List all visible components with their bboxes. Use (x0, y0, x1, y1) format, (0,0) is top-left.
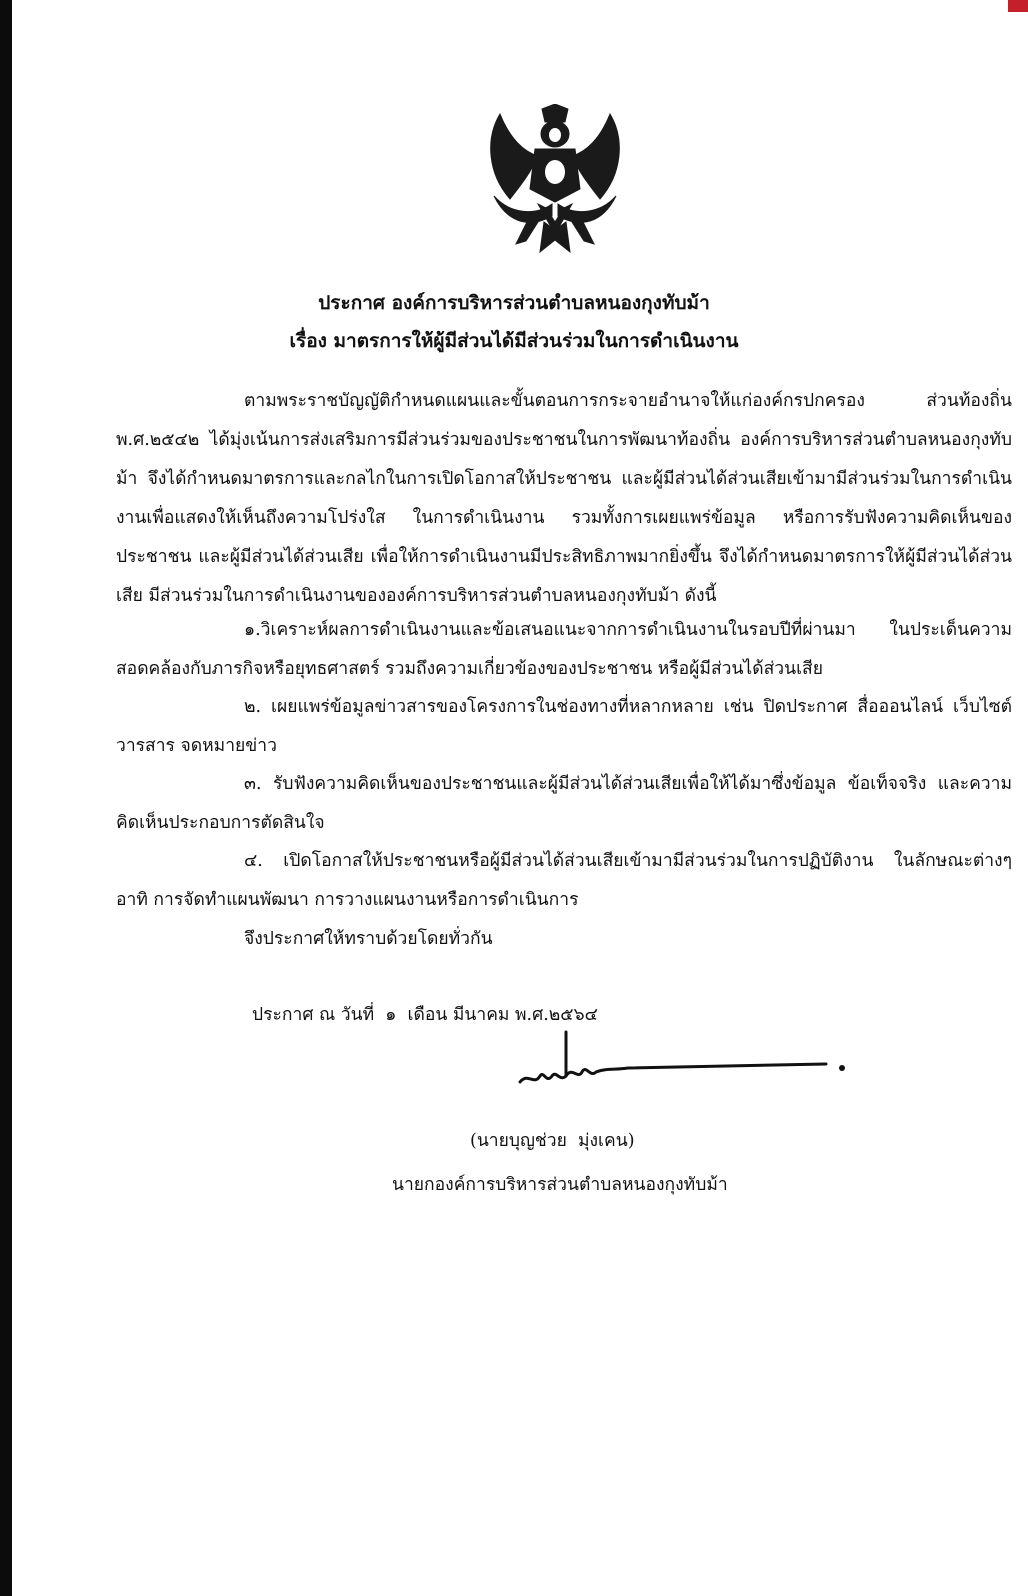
document-subject: เรื่อง มาตรการให้ผู้มีส่วนได้มีส่วนร่วมในการดำเนินงาน (289, 330, 739, 352)
measure-item-3: ๓. รับฟังความคิดเห็นของประชาชนและผู้มีส่วนได้ส่วนเสียเพื่อให้ได้มาซึ่งข้อมูล ข้อเท็จจริง และความคิดเห็นประกอบการตัดสินใจ (116, 774, 1012, 833)
signer-title: นายกองค์การบริหารส่วนตำบลหนองกุงทับม้า (392, 1175, 728, 1195)
document-title: ประกาศ องค์การบริหารส่วนตำบลหนองกุงทับม้า (318, 292, 710, 314)
measure-item-1: ๑.วิเคราะห์ผลการดำเนินงานและข้อเสนอแนะจากการดำเนินงานในรอบปีที่ผ่านมา ในประเด็นความสอดคล้องกับภารกิจหรือยุทธศาสตร์ รวมถึงความเกี่ยวข้องของประชาชน หรือผู้มีส่วนได้ส่วนเสีย (116, 620, 1012, 679)
announcement-date: ประกาศ ณ วันที่ ๑ เดือน มีนาคม พ.ศ.๒๕๖๔ (252, 1005, 598, 1025)
measure-item-2: ๒. เผยแพร่ข้อมูลข่าวสารของโครงการในช่องทางที่หลากหลาย เช่น ปิดประกาศ สื่อออนไลน์ เว็บไซต์ วารสาร จดหมายข่าว (116, 697, 1012, 756)
garuda-emblem-icon (480, 104, 630, 254)
closing-line: จึงประกาศให้ทราบด้วยโดยทั่วกัน (244, 929, 493, 949)
measure-item-4: ๔. เปิดโอกาสให้ประชาชนหรือผู้มีส่วนได้ส่วนเสียเข้ามามีส่วนร่วมในการปฏิบัติงาน ในลักษณะต่างๆ อาทิ การจัดทำแผนพัฒนา การวางแผนงานหรือการดำเนินการ (116, 851, 1012, 910)
signer-name: (นายบุญช่วย มุ่งเคน) (470, 1131, 635, 1151)
intro-paragraph: ตามพระราชบัญญัติกำหนดแผนและขั้นตอนการกระจายอำนาจให้แก่องค์กรปกครอง ส่วนท้องถิ่น พ.ศ.๒๕๔๒ ได้มุ่งเน้นการส่งเสริมการมีส่วนร่วมของประชาชนในการพัฒนาท้องถิ่น องค์การบริหารส่วนตำบลหนองกุงทับม้า จึงได้กำหนดมาตรการและกลไกในการเปิดโอกาสให้ประชาชน และผู้มีส่วนได้ส่วนเสียเข้ามามีส่วนร่วมในการดำเนินงานเพื่อแสดงให้เห็นถึงความโปร่งใส ในการดำเนินงาน รวมทั้งการเผยแพร่ข้อมูล หรือการรับฟังความคิดเห็นของประชาชน และผู้มีส่วนได้ส่วนเสีย เพื่อให้การดำเนินงานมีประสิทธิภาพมากยิ่งขึ้น จึงได้กำหนดมาตรการให้ผู้มีส่วนได้ส่วนเสีย มีส่วนร่วมในการดำเนินงานขององค์การบริหารส่วนตำบลหนองกุงทับม้า ดังนี้ (116, 391, 1012, 606)
scan-corner-mark (1008, 0, 1028, 12)
handwritten-signature (516, 1024, 856, 1094)
scan-left-edge (0, 0, 12, 1596)
